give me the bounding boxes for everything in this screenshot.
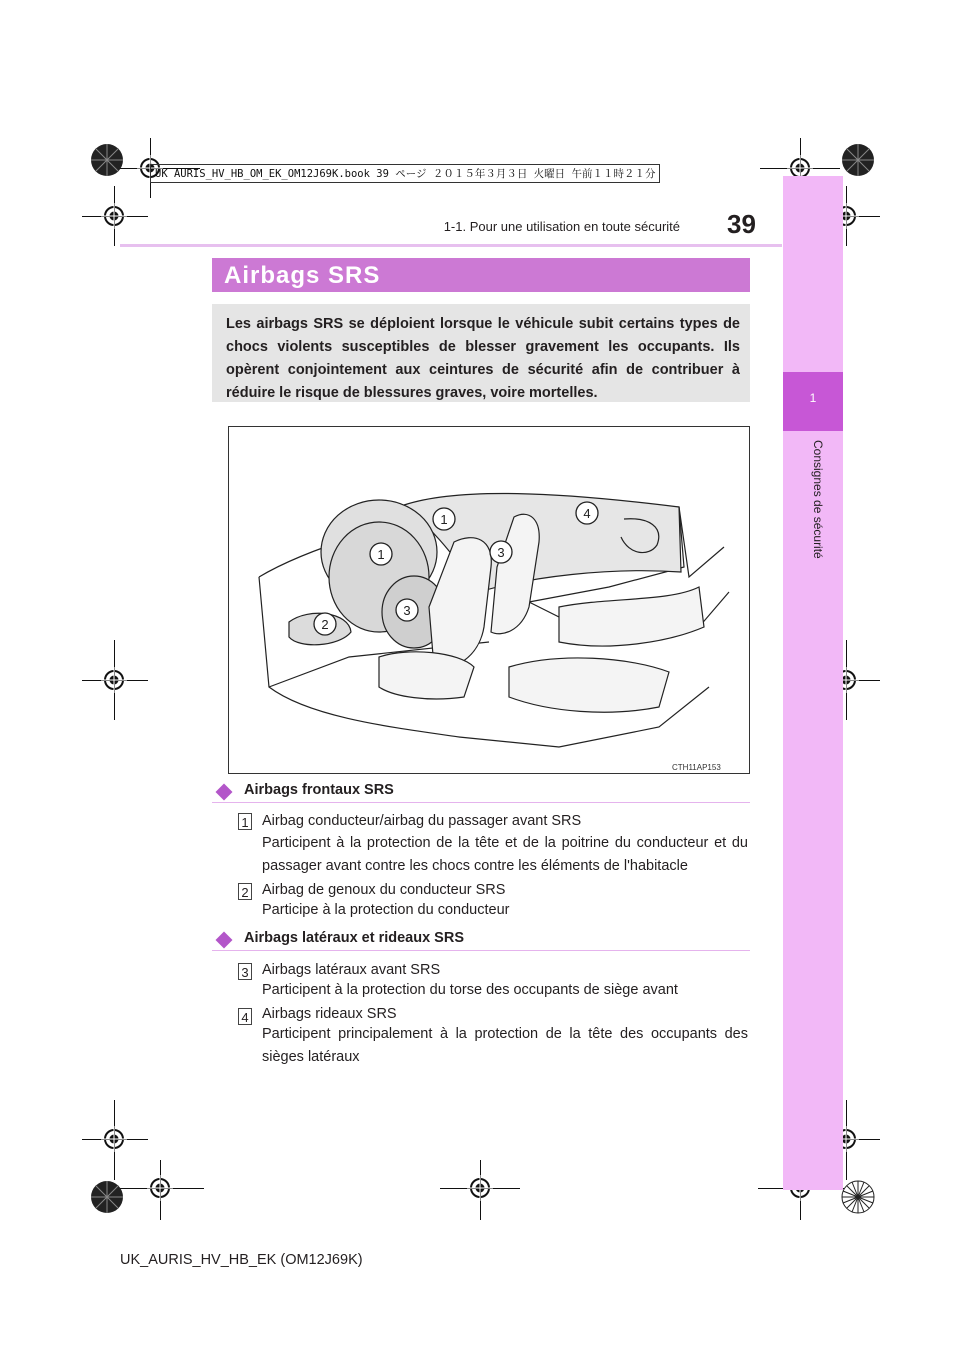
header-rule <box>120 244 782 247</box>
item-title: Airbag de genoux du conducteur SRS <box>262 882 506 898</box>
item-description: Participent à la protection du torse des occupants de siège avant <box>262 982 678 998</box>
chapter-label: Consignes de sécurité <box>811 440 825 559</box>
registration-mark-icon <box>101 1126 127 1152</box>
item-number: 4 <box>238 1008 252 1025</box>
callout-3-right: 3 <box>497 545 505 560</box>
book-print-info: UK AURIS_HV_HB_OM_EK_OM12J69K.book 39 ページ ２０１５年３月３日 火曜日 午前１１時２１分 <box>150 164 660 183</box>
section-rule <box>212 950 750 951</box>
item-number: 1 <box>238 813 252 830</box>
airbag-illustration <box>228 426 750 774</box>
item-description: Participe à la protection du conducteur <box>262 902 510 918</box>
item-description: Participent à la protection de la tête et de la poitrine du conducteur et du passager avant contre les chocs contre les éléments de l'habitacle <box>262 835 748 874</box>
color-bar-target-icon <box>90 143 124 177</box>
car-interior-drawing-icon <box>229 427 749 773</box>
callout-2: 2 <box>321 617 329 632</box>
page-title: Airbags SRS <box>224 262 381 289</box>
callout-3-left: 3 <box>403 603 411 618</box>
callout-1-lower: 1 <box>377 547 385 562</box>
chapter-side-tab <box>783 176 843 1190</box>
page-number: 39 <box>727 209 756 239</box>
item-description: Participent principalement à la protection de la tête des occupants des sièges latéraux <box>262 1026 748 1065</box>
running-header-section: 1-1. Pour une utilisation en toute sécurité <box>443 219 680 234</box>
chapter-number: 1 <box>809 391 817 405</box>
registration-mark-icon <box>101 203 127 229</box>
item-title: Airbags rideaux SRS <box>262 1006 397 1022</box>
color-bar-target-icon <box>841 143 875 177</box>
registration-mark-icon <box>147 1175 173 1201</box>
registration-mark-icon <box>101 667 127 693</box>
section-heading-side-curtain: Airbags latéraux et rideaux SRS <box>244 930 464 946</box>
item-title: Airbag conducteur/airbag du passager avant SRS <box>262 813 582 829</box>
diamond-bullet-icon <box>216 784 233 801</box>
footer-model-code: UK_AURIS_HV_HB_EK (OM12J69K) <box>120 1252 363 1268</box>
callout-4: 4 <box>583 506 591 521</box>
color-bar-target-icon <box>90 1180 124 1214</box>
illustration-code: CTH11AP153 <box>672 763 721 772</box>
color-bar-target-icon <box>841 1180 875 1214</box>
item-title: Airbags latéraux avant SRS <box>262 962 441 978</box>
section-rule <box>212 802 750 803</box>
callout-1-upper: 1 <box>440 512 448 527</box>
intro-paragraph: Les airbags SRS se déploient lorsque le véhicule subit certains types de chocs violents susceptibles de blesser gravement les occupants. Ils opèrent conjointement aux ceintures de sécurité afin de contribuer à réduire le risque de blessures graves, voire mortelles. <box>226 316 740 401</box>
item-number: 3 <box>238 963 252 980</box>
item-number: 2 <box>238 883 252 900</box>
section-heading-frontal: Airbags frontaux SRS <box>244 782 394 798</box>
diamond-bullet-icon <box>216 932 233 949</box>
registration-mark-icon <box>467 1175 493 1201</box>
